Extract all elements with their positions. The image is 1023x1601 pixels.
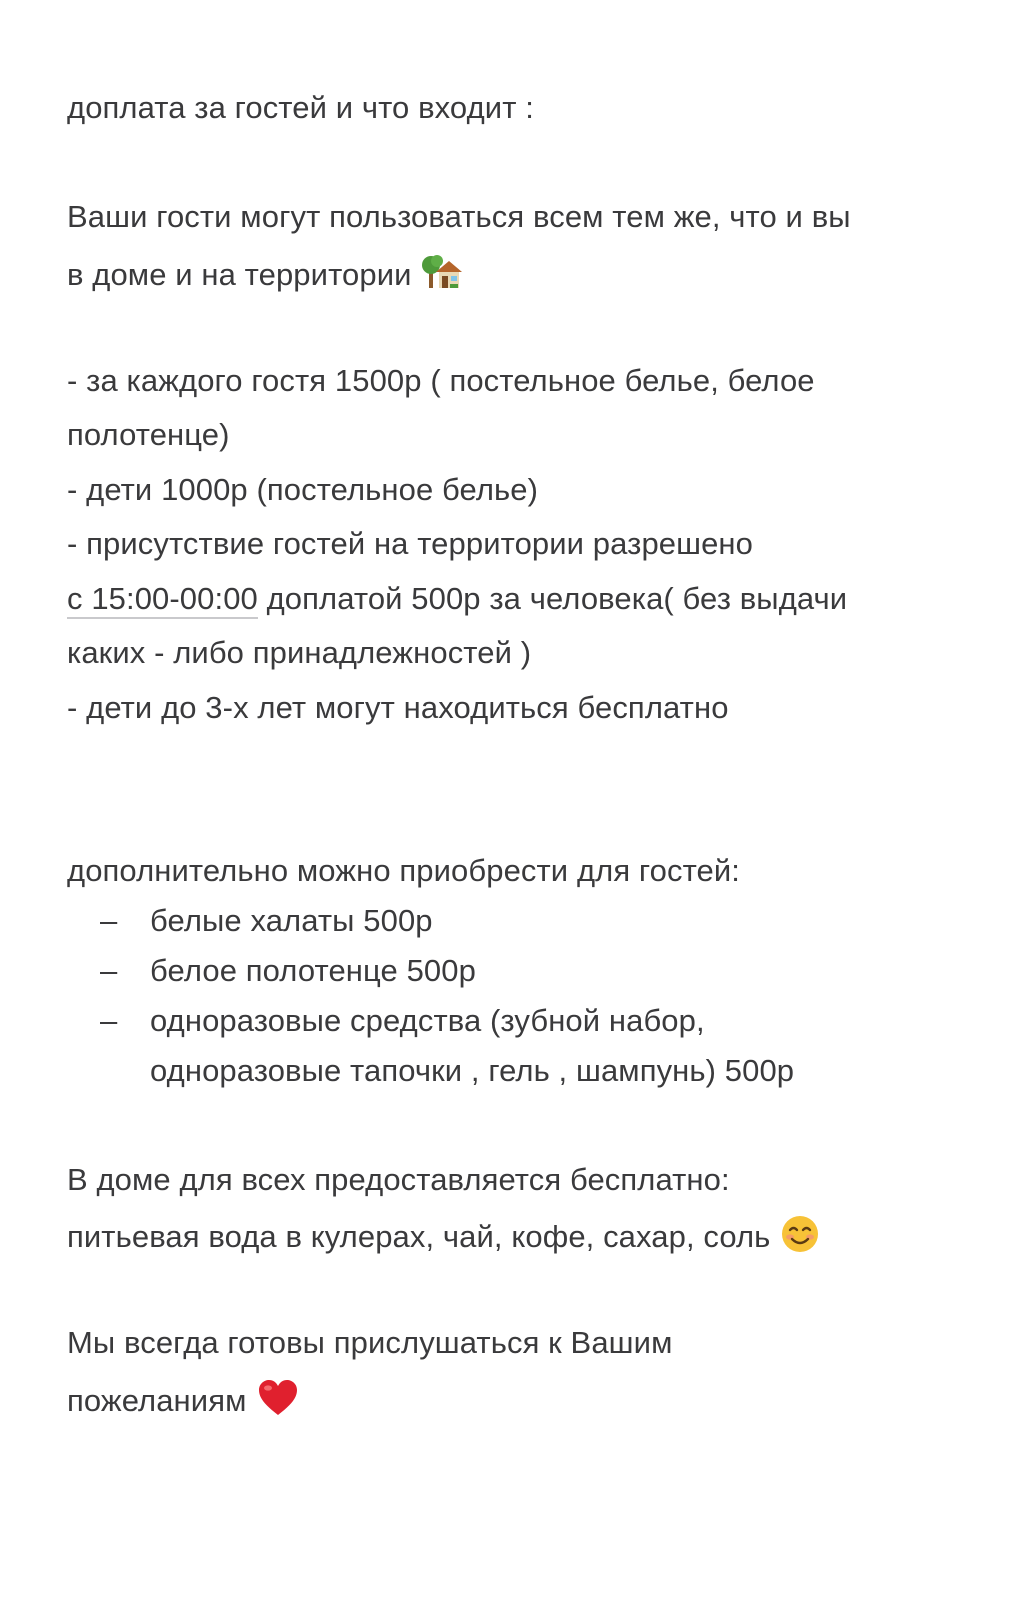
intro-line-2	[67, 252, 464, 302]
presence-line-1: - присутствие гостей на территории разрешено	[67, 526, 753, 561]
free-title: В доме для всех предоставляется бесплатно:	[67, 1162, 730, 1197]
list-item-continuation: одноразовые тапочки , гель , шампунь) 500р	[150, 1053, 795, 1088]
list-bullet: –	[100, 903, 118, 938]
smiling-face-icon	[780, 1214, 820, 1264]
closing-line-1: Мы всегда готовы прислушаться к Вашим	[67, 1325, 673, 1360]
children-fee: - дети 1000р (постельное белье)	[67, 472, 539, 507]
presence-time-link[interactable]: с 15:00-00:00	[67, 581, 258, 619]
presence-line-2	[67, 579, 847, 619]
intro-line-2-text: в доме и на территории	[67, 257, 412, 293]
guest-fee-line-1: - за каждого гостя 1500р ( постельное белье, белое	[67, 363, 815, 398]
guest-fee-line-2: полотенце)	[67, 417, 230, 452]
red-heart-icon	[257, 1378, 299, 1428]
presence-line-3: каких - либо принадлежностей )	[67, 635, 532, 670]
list-bullet: –	[100, 1003, 118, 1038]
free-items	[67, 1214, 820, 1264]
free-items-text: питьевая вода в кулерах, чай, кофе, сахар, соль	[67, 1219, 771, 1255]
toddlers-free: - дети до 3-х лет могут находиться бесплатно	[67, 690, 729, 725]
extras-title: дополнительно можно приобрести для гостей:	[67, 853, 741, 888]
list-item: белое полотенце 500р	[150, 953, 476, 988]
heading: доплата за гостей и что входит :	[67, 90, 534, 125]
list-item: одноразовые средства (зубной набор,	[150, 1003, 705, 1038]
list-bullet: –	[100, 953, 118, 988]
list-item: белые халаты 500р	[150, 903, 433, 938]
closing-line-2	[67, 1378, 299, 1428]
closing-line-2-text: пожеланиям	[67, 1383, 247, 1419]
intro-line-1: Ваши гости могут пользоваться всем тем же, что и вы	[67, 199, 851, 234]
house-with-tree-icon	[422, 252, 464, 302]
presence-line-2-rest: доплатой 500р за человека( без выдачи	[257, 581, 848, 616]
